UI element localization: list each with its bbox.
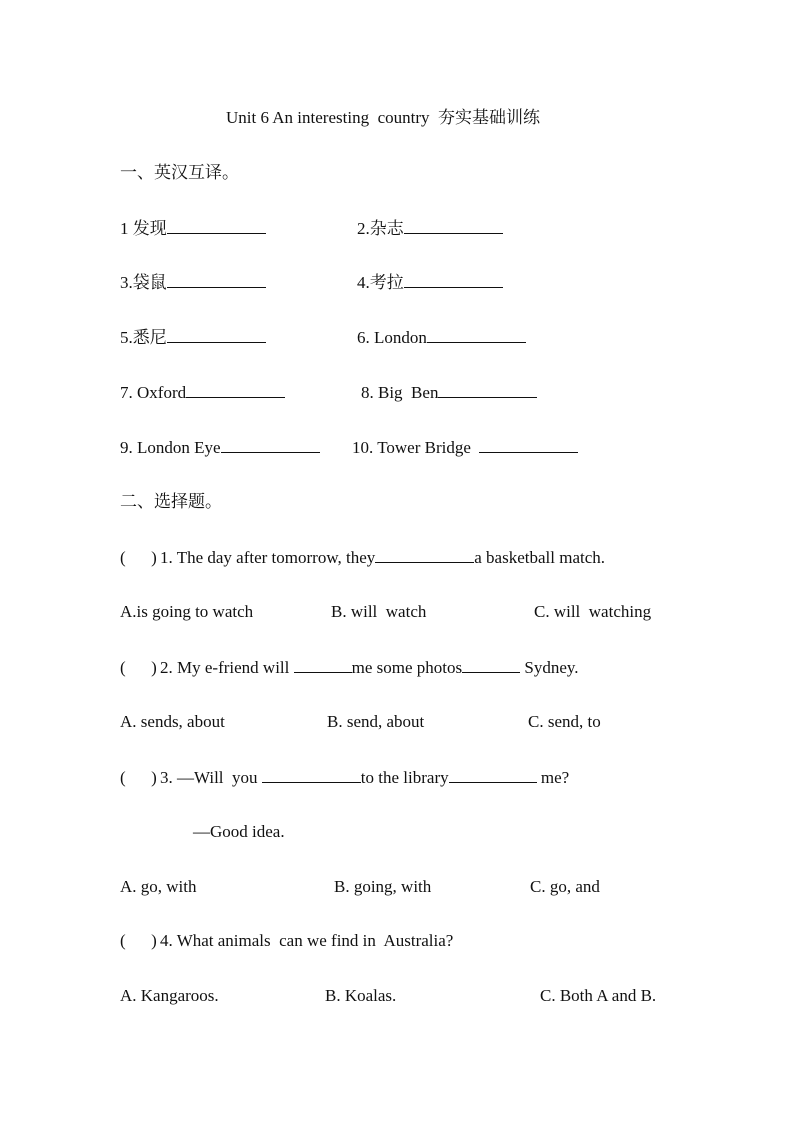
answer-blank[interactable]	[375, 547, 474, 563]
section-heading-translation: 一、英汉互译。	[120, 163, 239, 182]
answer-blank[interactable]	[462, 657, 520, 673]
question-stem: Sydney.	[520, 658, 579, 677]
answer-paren[interactable]: ( )	[120, 658, 157, 677]
option-3c[interactable]: C. go, and	[530, 877, 600, 896]
item-text: 9. London Eye	[120, 438, 221, 457]
translation-item-8	[361, 382, 537, 403]
item-text: 2.杂志	[357, 219, 404, 238]
section-heading-choice: 二、选择题。	[120, 492, 222, 511]
option-1a[interactable]: A.is going to watch	[120, 602, 254, 621]
option-1b[interactable]: B. will watch	[331, 602, 427, 621]
option-1c[interactable]: C. will watching	[534, 602, 652, 621]
question-stem: a basketball match.	[474, 548, 606, 567]
answer-blank[interactable]	[438, 382, 537, 398]
option-4b[interactable]: B. Koalas.	[325, 986, 397, 1005]
answer-blank[interactable]	[427, 327, 526, 343]
answer-paren[interactable]: ( )	[120, 931, 157, 950]
option-2b[interactable]: B. send, about	[327, 712, 425, 731]
item-text: 4.考拉	[357, 273, 404, 292]
answer-blank[interactable]	[221, 437, 320, 453]
answer-blank[interactable]	[167, 218, 266, 234]
option-2c[interactable]: C. send, to	[528, 712, 601, 731]
item-text: 10. Tower Bridge	[352, 438, 471, 457]
answer-blank[interactable]	[186, 382, 285, 398]
question-3-reply: —Good idea.	[193, 822, 285, 841]
translation-item-7	[120, 382, 285, 403]
item-text: 8. Big Ben	[361, 383, 439, 402]
translation-item-4	[357, 272, 503, 293]
answer-blank[interactable]	[479, 437, 578, 453]
answer-paren[interactable]: ( )	[120, 548, 157, 567]
question-stem: 1. The day after tomorrow, they	[160, 548, 376, 567]
item-text: 6. London	[357, 328, 427, 347]
answer-blank[interactable]	[167, 327, 266, 343]
answer-blank[interactable]	[449, 767, 537, 783]
option-4a[interactable]: A. Kangaroos.	[120, 986, 219, 1005]
question-4	[120, 931, 453, 951]
question-stem: to the library	[360, 768, 449, 787]
translation-item-5	[120, 327, 266, 348]
page-title: Unit 6 An interesting country 夯实基础训练	[226, 108, 541, 127]
answer-blank[interactable]	[404, 218, 503, 234]
question-stem: me?	[536, 768, 570, 787]
option-4c[interactable]: C. Both A and B.	[540, 986, 657, 1005]
translation-item-2	[357, 218, 503, 239]
item-text: 1 发现	[120, 219, 167, 238]
question-stem: 2. My e-friend will	[160, 658, 294, 677]
answer-blank[interactable]	[262, 767, 361, 783]
answer-blank[interactable]	[167, 272, 266, 288]
translation-item-1	[120, 218, 266, 239]
question-stem: me some photos	[351, 658, 463, 677]
option-3a[interactable]: A. go, with	[120, 877, 197, 896]
answer-paren[interactable]: ( )	[120, 768, 157, 787]
question-1	[120, 547, 605, 568]
item-text: 7. Oxford	[120, 383, 187, 402]
option-2a[interactable]: A. sends, about	[120, 712, 225, 731]
item-text: 3.袋鼠	[120, 273, 167, 292]
translation-item-9	[120, 437, 320, 458]
item-text: 5.悉尼	[120, 328, 167, 347]
translation-item-3	[120, 272, 266, 293]
question-stem: 3. —Will you	[160, 768, 262, 787]
answer-blank[interactable]	[294, 657, 352, 673]
question-2	[120, 657, 579, 678]
translation-item-6	[357, 327, 526, 348]
option-3b[interactable]: B. going, with	[334, 877, 432, 896]
question-stem: 4. What animals can we find in Australia?	[160, 931, 454, 950]
answer-blank[interactable]	[404, 272, 503, 288]
translation-item-10	[352, 437, 578, 458]
question-3	[120, 767, 569, 788]
